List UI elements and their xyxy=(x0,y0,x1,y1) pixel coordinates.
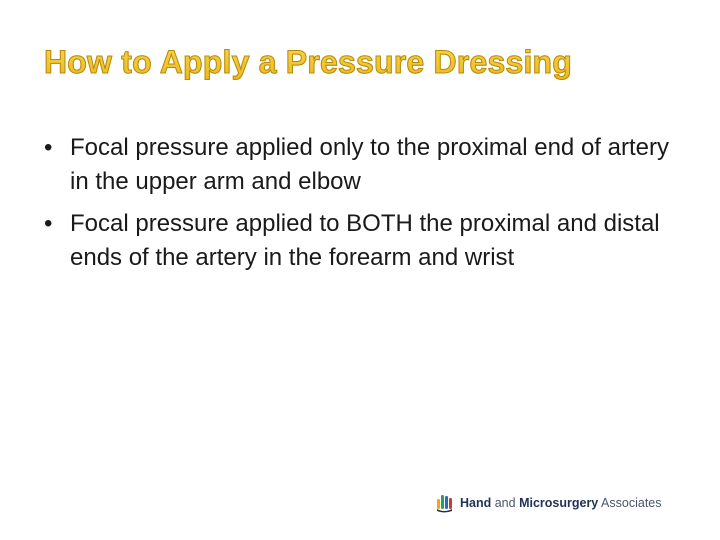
footer-logo xyxy=(436,492,662,514)
bullet-list xyxy=(44,131,684,283)
logo-word-hand: Hand xyxy=(460,496,492,510)
bullet-text: Focal pressure applied to BOTH the proximal and distal ends of the artery in the forearm and wrist xyxy=(70,210,660,271)
bullet-text: Focal pressure applied only to the proximal end of artery in the upper arm and elbow xyxy=(70,134,669,195)
slide-title: How to Apply a Pressure Dressing xyxy=(44,40,684,84)
bullet-marker: • xyxy=(44,210,53,237)
bullet-item xyxy=(44,207,684,275)
bullet-marker: • xyxy=(44,134,53,161)
logo-wordmark xyxy=(460,496,662,510)
logo-word-and: and xyxy=(491,496,520,510)
hand-logo-icon xyxy=(436,493,454,513)
logo-word-associates: Associates xyxy=(598,496,662,510)
bullet-item xyxy=(44,131,684,199)
logo-word-microsurgery: Microsurgery xyxy=(519,496,599,510)
